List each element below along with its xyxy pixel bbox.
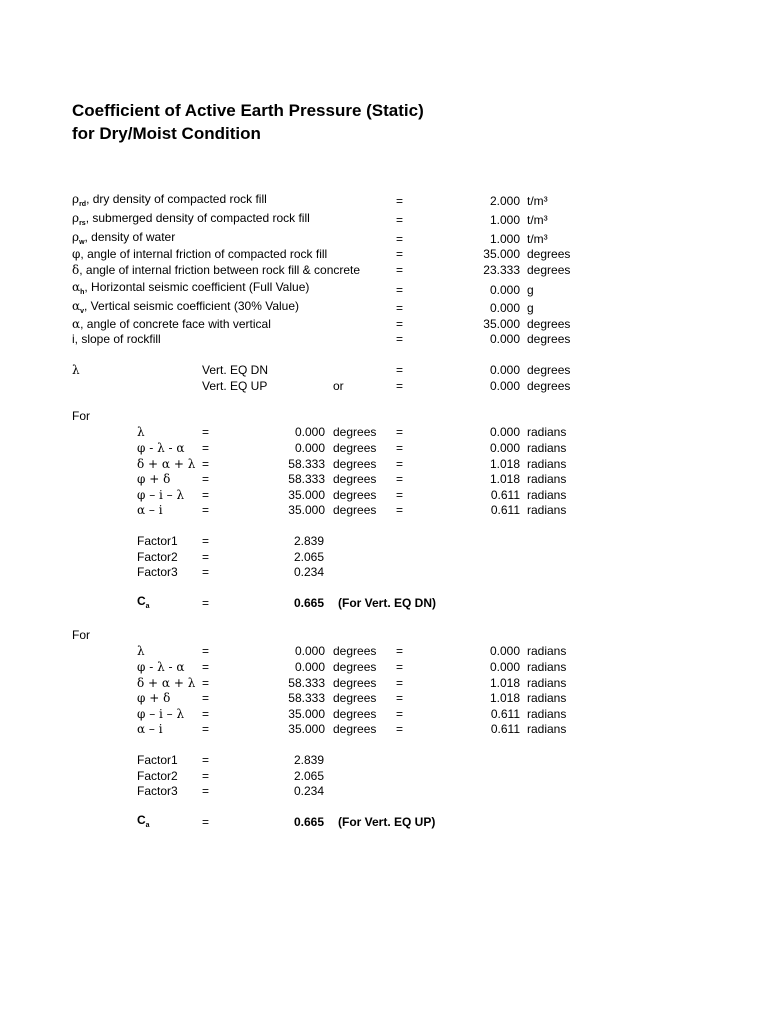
input-subscript: rd (79, 201, 87, 208)
input-label (72, 211, 310, 225)
input-unit: t/m³ (527, 194, 548, 208)
factor-label: Factor3 (137, 565, 178, 579)
equals-sign: = (396, 488, 404, 502)
angle-radians-unit: radians (527, 644, 567, 658)
input-subscript: v (80, 308, 85, 315)
angle-radians-unit: radians (527, 707, 567, 721)
angle-radians-value: 1.018 (489, 676, 520, 690)
angle-radians-value: 1.018 (489, 457, 520, 471)
for-label: For (72, 409, 90, 423)
lambda-dn-label: Vert. EQ DN (202, 363, 269, 377)
angle-radians-value: 0.611 (490, 488, 520, 502)
equals-sign: = (396, 317, 404, 331)
input-description: , angle of internal friction of compacted rock fill (80, 247, 328, 261)
input-symbol: ρ (72, 211, 80, 225)
angle-degrees-unit: degrees (333, 441, 377, 455)
result-label (137, 594, 150, 608)
input-value: 23.333 (483, 263, 520, 277)
angle-degrees-value: 0.000 (294, 644, 325, 658)
input-symbol: α (72, 299, 81, 313)
angle-degrees-unit: degrees (333, 722, 377, 736)
factor-label: Factor1 (137, 753, 178, 767)
input-label (72, 332, 161, 346)
input-value: 2.000 (489, 194, 520, 208)
angle-degrees-value: 58.333 (288, 472, 325, 486)
angle-degrees-value: 35.000 (288, 722, 325, 736)
equals-sign: = (202, 472, 210, 486)
equals-sign: = (202, 503, 210, 517)
angle-degrees-value: 0.000 (294, 660, 325, 674)
equals-sign: = (396, 247, 404, 261)
equals-sign: = (396, 691, 404, 705)
input-description: , submerged density of compacted rock fill (85, 211, 310, 225)
equals-sign: = (202, 425, 210, 439)
angle-degrees-unit: degrees (333, 644, 377, 658)
equals-sign: = (396, 722, 404, 736)
equals-sign: = (202, 550, 210, 564)
equals-sign: = (202, 488, 210, 502)
input-value: 1.000 (489, 213, 520, 227)
angle-radians-value: 0.000 (489, 441, 520, 455)
equals-sign: = (396, 441, 404, 455)
input-description: , density of water (84, 230, 176, 244)
equals-sign: = (202, 565, 210, 579)
input-symbol: δ (72, 263, 80, 277)
input-unit: t/m³ (527, 232, 548, 246)
equals-sign: = (396, 707, 404, 721)
input-label (72, 299, 299, 313)
angle-expression: α – i (137, 503, 163, 517)
input-label (72, 263, 360, 277)
result-note: (For Vert. EQ UP) (338, 815, 436, 829)
factor-label: Factor2 (137, 550, 178, 564)
angle-radians-unit: radians (527, 691, 567, 705)
document-title-line2: for Dry/Moist Condition (72, 124, 261, 143)
result-note: (For Vert. EQ DN) (338, 596, 437, 610)
factor-label: Factor2 (137, 769, 178, 783)
lambda-up-unit: degrees (527, 379, 571, 393)
angle-expression: φ – i – λ (137, 707, 185, 721)
equals-sign: = (202, 676, 210, 690)
input-description: i, slope of rockfill (72, 332, 161, 346)
angle-expression: λ (137, 644, 145, 658)
lambda-up-value: 0.000 (489, 379, 520, 393)
input-unit: g (527, 283, 534, 297)
equals-sign: = (396, 644, 404, 658)
angle-degrees-unit: degrees (333, 472, 377, 486)
angle-expression: λ (137, 425, 145, 439)
result-label (137, 813, 150, 827)
equals-sign: = (396, 213, 404, 227)
result-value: 0.665 (294, 596, 325, 610)
input-symbol: α (72, 280, 81, 294)
angle-radians-unit: radians (527, 660, 567, 674)
equals-sign: = (396, 283, 404, 297)
angle-degrees-value: 58.333 (288, 676, 325, 690)
factor-value: 0.234 (294, 565, 325, 579)
input-value: 0.000 (489, 301, 520, 315)
angle-degrees-value: 35.000 (288, 488, 325, 502)
angle-radians-value: 0.611 (490, 707, 520, 721)
angle-radians-unit: radians (527, 472, 567, 486)
lambda-dn-value: 0.000 (489, 363, 520, 377)
document-title-line1: Coefficient of Active Earth Pressure (Static) (72, 101, 424, 120)
input-label (72, 280, 309, 294)
angle-degrees-value: 0.000 (294, 441, 325, 455)
equals-sign: = (202, 691, 210, 705)
angle-radians-unit: radians (527, 441, 567, 455)
angle-expression: φ – i – λ (137, 488, 185, 502)
angle-degrees-unit: degrees (333, 457, 377, 471)
input-label (72, 247, 327, 261)
result-symbol: C (137, 813, 146, 827)
lambda-symbol: λ (72, 363, 80, 377)
angle-radians-unit: radians (527, 503, 567, 517)
angle-degrees-unit: degrees (333, 660, 377, 674)
angle-degrees-value: 0.000 (294, 425, 325, 439)
input-value: 1.000 (489, 232, 520, 246)
input-value: 0.000 (489, 332, 520, 346)
angle-degrees-value: 35.000 (288, 707, 325, 721)
angle-radians-value: 1.018 (489, 691, 520, 705)
factor-label: Factor3 (137, 784, 178, 798)
equals-sign: = (396, 425, 404, 439)
equals-sign: = (396, 301, 404, 315)
angle-expression: φ + δ (137, 691, 171, 705)
angle-degrees-unit: degrees (333, 691, 377, 705)
input-unit: g (527, 301, 534, 315)
equals-sign: = (396, 332, 404, 346)
for-label: For (72, 628, 90, 642)
angle-degrees-unit: degrees (333, 488, 377, 502)
factor-value: 2.839 (294, 534, 325, 548)
equals-sign: = (396, 676, 404, 690)
input-label (72, 230, 175, 244)
equals-sign: = (202, 534, 210, 548)
equals-sign: = (202, 644, 210, 658)
angle-degrees-unit: degrees (333, 425, 377, 439)
angle-radians-unit: radians (527, 488, 567, 502)
angle-degrees-unit: degrees (333, 676, 377, 690)
equals-sign: = (396, 263, 404, 277)
equals-sign: = (202, 815, 210, 829)
input-subscript: h (80, 289, 85, 296)
input-subscript: w (79, 239, 85, 246)
input-value: 35.000 (483, 247, 520, 261)
lambda-up-label: Vert. EQ UP (202, 379, 268, 393)
equals-sign: = (396, 457, 404, 471)
angle-radians-value: 0.611 (490, 722, 520, 736)
result-subscript: a (145, 603, 150, 610)
input-symbol: α (72, 317, 81, 331)
equals-sign: = (202, 660, 210, 674)
angle-degrees-value: 58.333 (288, 691, 325, 705)
equals-sign: = (396, 363, 404, 377)
input-description: , angle of internal friction between rock fill & concrete (79, 263, 361, 277)
result-symbol: C (137, 594, 146, 608)
input-label (72, 192, 267, 206)
input-unit: degrees (527, 317, 571, 331)
equals-sign: = (202, 707, 210, 721)
equals-sign: = (396, 503, 404, 517)
input-symbol: ρ (72, 230, 80, 244)
equals-sign: = (202, 769, 210, 783)
input-description: , Horizontal seismic coefficient (Full Value) (84, 280, 310, 294)
angle-radians-value: 0.611 (490, 503, 520, 517)
angle-degrees-unit: degrees (333, 707, 377, 721)
equals-sign: = (202, 596, 210, 610)
angle-radians-unit: radians (527, 676, 567, 690)
angle-radians-unit: radians (527, 425, 567, 439)
input-unit: degrees (527, 263, 571, 277)
angle-radians-value: 1.018 (489, 472, 520, 486)
angle-expression: φ - λ - α (137, 441, 185, 455)
angle-expression: φ + δ (137, 472, 171, 486)
input-description: , Vertical seismic coefficient (30% Value) (84, 299, 299, 313)
lambda-or-text: or (333, 379, 344, 393)
input-value: 0.000 (489, 283, 520, 297)
factor-value: 0.234 (294, 784, 325, 798)
equals-sign: = (202, 722, 210, 736)
input-label (72, 317, 271, 331)
lambda-dn-unit: degrees (527, 363, 571, 377)
input-unit: t/m³ (527, 213, 548, 227)
factor-label: Factor1 (137, 534, 178, 548)
input-symbol: ρ (72, 192, 80, 206)
angle-degrees-unit: degrees (333, 503, 377, 517)
input-description: , dry density of compacted rock fill (86, 192, 267, 206)
angle-expression: φ - λ - α (137, 660, 185, 674)
angle-radians-unit: radians (527, 722, 567, 736)
equals-sign: = (396, 194, 404, 208)
angle-expression: δ + α + λ (137, 676, 196, 690)
equals-sign: = (202, 457, 210, 471)
factor-value: 2.839 (294, 753, 325, 767)
input-unit: degrees (527, 247, 571, 261)
angle-expression: δ + α + λ (137, 457, 196, 471)
angle-radians-unit: radians (527, 457, 567, 471)
input-subscript: rs (79, 220, 86, 227)
result-subscript: a (145, 822, 150, 829)
result-value: 0.665 (294, 815, 325, 829)
input-description: , angle of concrete face with vertical (80, 317, 271, 331)
angle-degrees-value: 35.000 (288, 503, 325, 517)
angle-radians-value: 0.000 (489, 644, 520, 658)
angle-degrees-value: 58.333 (288, 457, 325, 471)
input-value: 35.000 (483, 317, 520, 331)
equals-sign: = (396, 472, 404, 486)
angle-expression: α – i (137, 722, 163, 736)
factor-value: 2.065 (294, 769, 325, 783)
equals-sign: = (202, 784, 210, 798)
equals-sign: = (202, 441, 210, 455)
equals-sign: = (396, 660, 404, 674)
input-symbol: φ (72, 247, 81, 261)
input-unit: degrees (527, 332, 571, 346)
equals-sign: = (396, 379, 404, 393)
angle-radians-value: 0.000 (489, 660, 520, 674)
angle-radians-value: 0.000 (489, 425, 520, 439)
equals-sign: = (202, 753, 210, 767)
equals-sign: = (396, 232, 404, 246)
factor-value: 2.065 (294, 550, 325, 564)
